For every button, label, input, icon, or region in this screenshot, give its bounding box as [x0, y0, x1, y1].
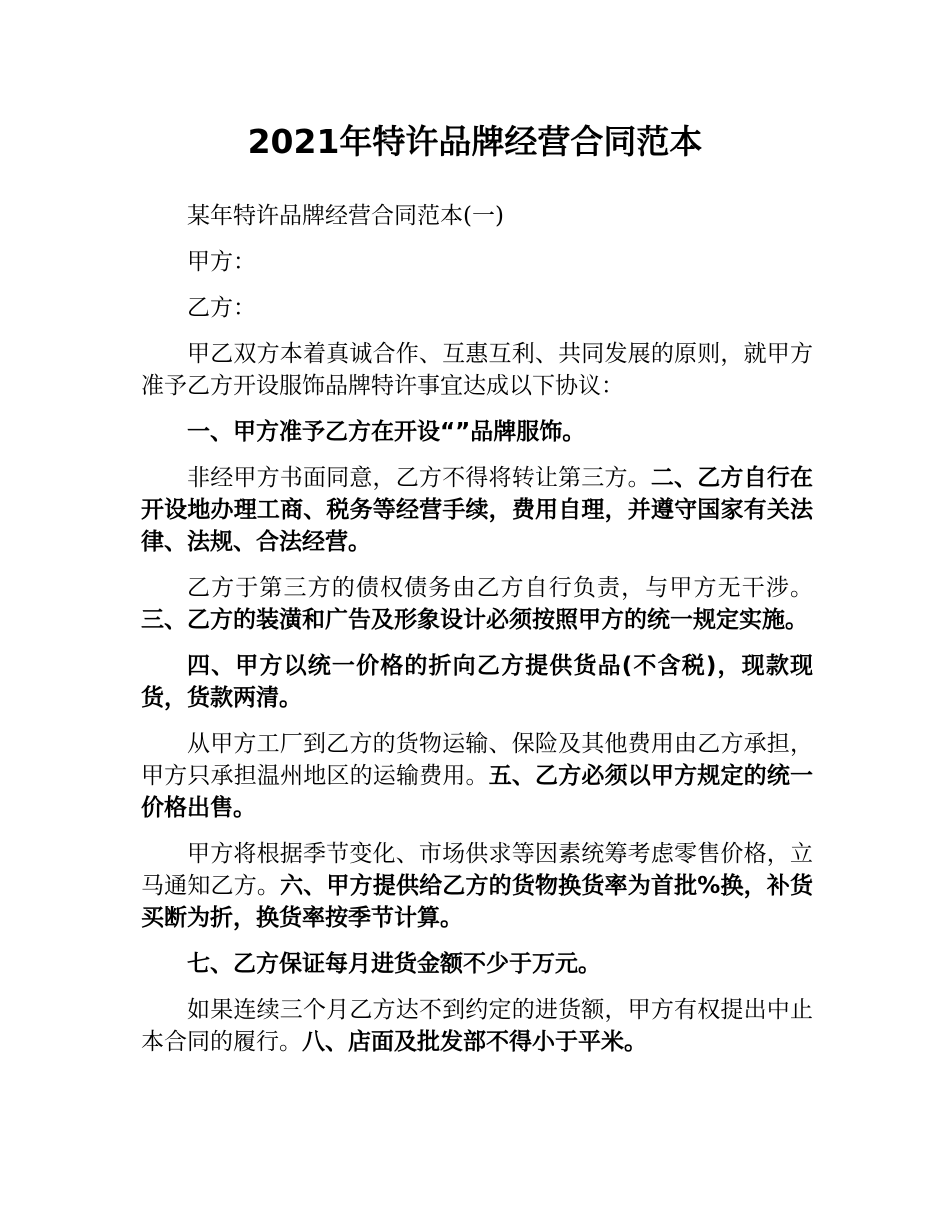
clause-heading: 一、甲方准予乙方在开设“”品牌服饰。 [187, 419, 586, 445]
paragraph [141, 728, 813, 824]
paragraph-text: 甲方将根据季节变化、市场供求等因素统筹考虑零售价格，立马通知乙方。 [141, 841, 813, 899]
clause-heading: 六、甲方提供给乙方的货物换货率为首批%换，补货买断为折，换货率按季节计算。 [141, 873, 813, 931]
clause-heading: 二、乙方自行在开设地办理工商、税务等经营手续，费用自理，并遵守国家有关法律、法规、合法经营。 [141, 465, 814, 555]
paragraph [141, 416, 813, 448]
paragraph-text: 如果连续三个月乙方达不到约定的进货额，甲方有权提出中止本合同的履行。 [141, 997, 813, 1055]
clause-heading: 五、乙方必须以甲方规定的统一价格出售。 [141, 763, 814, 821]
paragraph [141, 200, 813, 232]
paragraph-text: 甲乙双方本着真诚合作、互惠互利、共同发展的原则，就甲方准予乙方开设服饰品牌特许事宜达成以下协议： [141, 341, 813, 399]
paragraph [141, 994, 813, 1058]
paragraph-text: 乙方于第三方的债权债务由乙方自行负责，与甲方无干涉。 [187, 575, 813, 601]
document-title: 2021年特许品牌经营合同范本 [247, 122, 703, 161]
paragraph [141, 572, 813, 636]
clause-heading: 八、店面及批发部不得小于平米。 [302, 1029, 647, 1055]
paragraph [141, 838, 813, 934]
paragraph-text: 甲方： [187, 249, 256, 275]
clause-heading: 七、乙方保证每月进货金额不少于万元。 [187, 951, 601, 977]
document-body [141, 200, 813, 1072]
clause-heading: 三、乙方的装潢和广告及形象设计必须按照甲方的统一规定实施。 [141, 607, 808, 633]
paragraph-text: 非经甲方书面同意，乙方不得将转让第三方。 [187, 465, 651, 491]
paragraph [141, 246, 813, 278]
paragraph [141, 338, 813, 402]
paragraph [141, 650, 813, 714]
paragraph-text: 某年特许品牌经营合同范本(一) [187, 203, 504, 229]
paragraph-text: 从甲方工厂到乙方的货物运输、保险及其他费用由乙方承担，甲方只承担温州地区的运输费用。 [141, 731, 813, 789]
clause-heading: 四、甲方以统一价格的折向乙方提供货品(不含税)，现款现货，货款两清。 [141, 653, 813, 711]
paragraph [141, 292, 813, 324]
paragraph [141, 948, 813, 980]
paragraph-text: 乙方： [187, 295, 256, 321]
paragraph [141, 462, 813, 558]
